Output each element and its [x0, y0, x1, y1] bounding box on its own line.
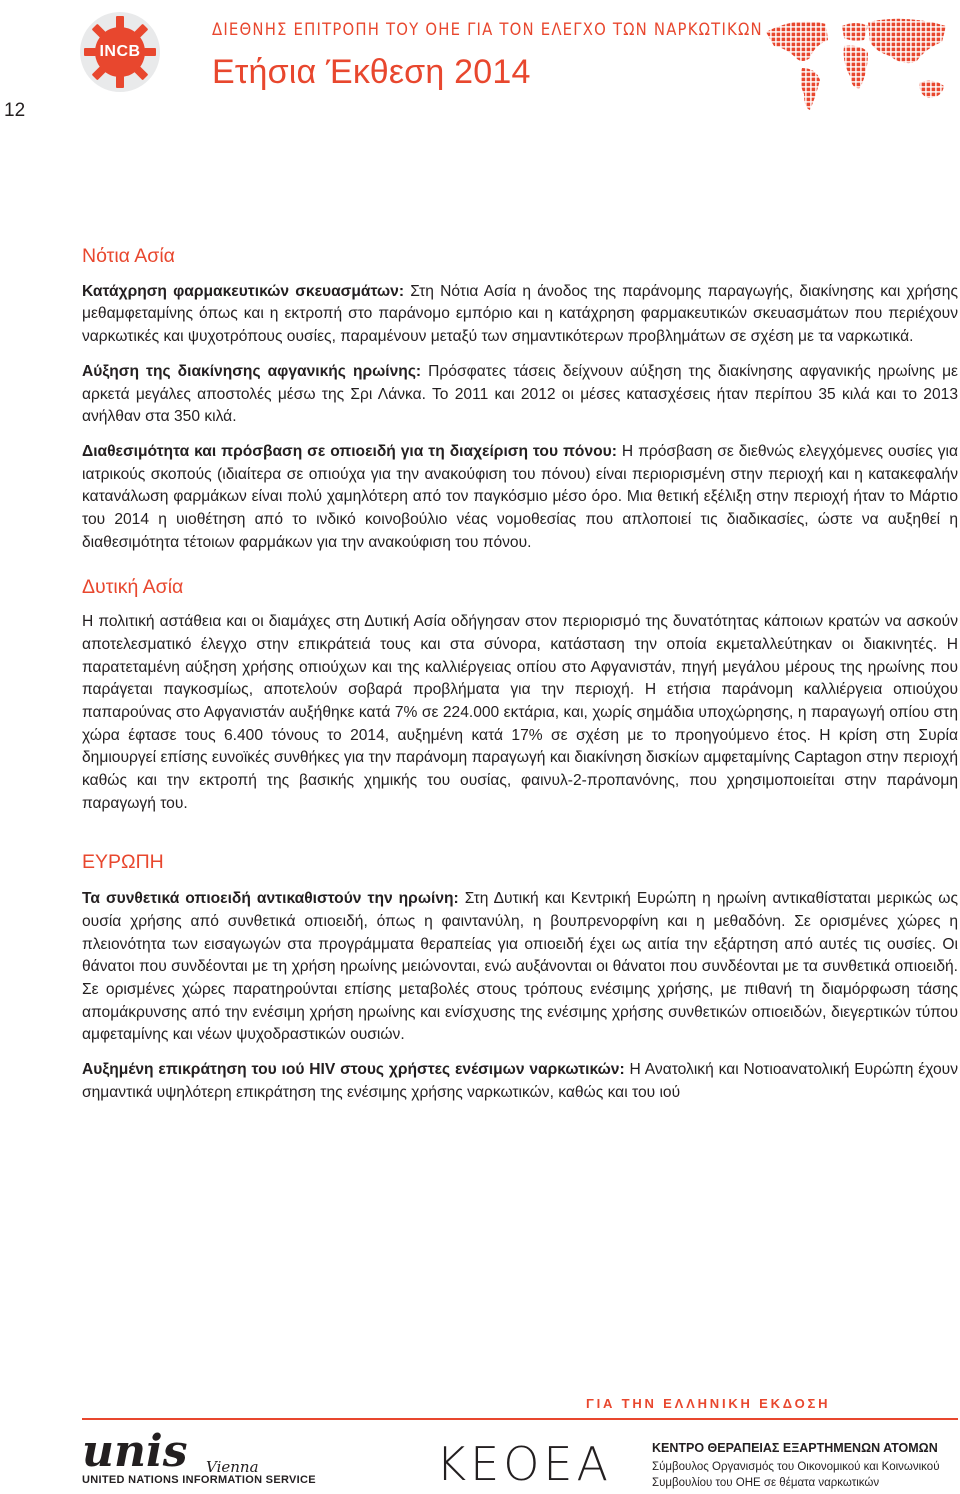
unis-logo — [82, 1428, 262, 1474]
paragraph-lead: Αύξηση της διακίνησης αφγανικής ηρωίνης: — [82, 362, 422, 380]
paragraph-text: Η πρόσβαση σε διεθνώς ελεγχόμενες ουσίες για ιατρικούς σκοπούς (ιδιαίτερα σε οπιούχα για την ανακούφιση του πόνου) είναι περιορισμένη στην περιοχή και η κατακεφαλήν κατανάλωση φαρμάκων είναι πολύ χαμηλότερη από τον παγκόσμιο μέσο όρο. Μια θετική εξέλιξη στην περιοχή ήταν το Μάρτιο του 2014 η υιοθέτηση από το ινδικό κοινοβούλιο νέας νομοθεσίας που απλοποιεί τις διαδικασίες, ώστε να αυξηθεί η διαθεσιμότητα τέτοιων φαρμάκων για την ανακούφιση του πόνου. — [82, 442, 958, 551]
unis-logo-subtext: Vienna — [206, 1458, 259, 1474]
page-title: Ετήσια Έκθεση 2014 — [212, 53, 531, 91]
paragraph — [82, 361, 958, 429]
section-heading: Νότια Ασία — [82, 245, 175, 267]
paragraph-text: Πρόσφατες τάσεις δείχνουν αύξηση της διακίνησης αφγανικής ηρωίνης με αρκετά μεγάλες αποστολές μέσω της Σρι Λάνκα. Το 2011 και 2012 οι μέσες κατασχέσεις ήταν περίπου 35 κιλά και το 2013 ανήλθαν στα 350 κιλά. — [82, 362, 959, 426]
paragraph-text: Στη Δυτική και Κεντρική Ευρώπη η ηρωίνη αντικαθίσταται μερικώς ως ουσία χρήσης από συνθετικά οπιοειδή, όπως η φαιντανύλη, η βουπρενορφίνη και η μεθαδόνη. Σε ορισμένες χώρες η πλειονότητα των εισαγωγών στα προγράμματα θεραπείας για οπιοειδή έχει ως αιτία την εξάρτηση από αυτές τις ουσίες. Οι θάνατοι που συνδέονται με τη χρήση ηρωίνης μειώνονται, ενώ αυξάνονται οι θάνατοι που συνδέονται με τα συνθετικά οπιοειδή. Σε ορισμένες χώρες παρατηρούνται επίσης μεταβολές στους τρόπους ενέσιμης χρήσης, με πιθανή τη διαμόρφωση τάσης απομάκρυνσης από την ενέσιμη χρήση ηρωίνης και ενίσχυσης της ενέσιμης χρήσης συνθετικών οπιοειδών, διεγερτικών τύπου αμφεταμίνης και νέων ψυχοδραστικών ουσιών. — [82, 890, 958, 1044]
footer-banner: ΓΙΑ ΤΗΝ ΕΛΛΗΝΙΚΗ ΕΚΔΟΣΗ — [586, 1396, 831, 1411]
paragraph-lead: Διαθεσιμότητα και πρόσβαση σε οπιοειδή για τη διαχείριση του πόνου: — [82, 442, 617, 460]
header-organization: ΔΙΕΘΝΗΣ ΕΠΙΤΡΟΠΗ ΤΟΥ ΟΗΕ ΓΙΑ ΤΟΝ ΕΛΕΓΧΟ ΤΩΝ ΝΑΡΚΩΤΙΚΩΝ — [212, 20, 763, 39]
article-body — [82, 245, 958, 1105]
unis-caption: UNITED NATIONS INFORMATION SERVICE — [82, 1474, 316, 1486]
paragraph — [82, 441, 958, 555]
section-heading: Δυτική Ασία — [82, 576, 184, 599]
section-heading: ΕΥΡΩΠΗ — [82, 851, 164, 874]
footer-org-name: ΚΕΝΤΡΟ ΘΕΡΑΠΕΙΑΣ ΕΞΑΡΤΗΜΕΝΩΝ ΑΤΟΜΩΝ — [652, 1441, 938, 1455]
paragraph-text: Η Ανατολική και Νοτιοανατολική Ευρώπη έχουν σημαντικά υψηλότερη επικράτηση της ενέσιμης χρήσης ναρκωτικών, καθώς και του ιού — [82, 1061, 958, 1101]
paragraph — [82, 1059, 958, 1104]
world-map-icon — [756, 12, 956, 120]
paragraph — [82, 611, 958, 815]
incb-logo — [80, 12, 160, 92]
keoea-logo — [436, 1436, 636, 1488]
paragraph — [82, 888, 958, 1047]
paragraph — [82, 281, 958, 349]
footer-divider — [82, 1418, 958, 1420]
keoea-logo-text: ΚΕΟΕΑ — [436, 1437, 612, 1488]
paragraph-lead: Κατάχρηση φαρμακευτικών σκευασμάτων: — [82, 282, 405, 300]
paragraph-text: Στη Νότια Ασία η άνοδος της παράνομης παραγωγής, διακίνησης και χρήσης μεθαμφεταμίνης όπως και η εκτροπή στο παράνομο εμπόριο και η κατάχρηση φαρμακευτικών σκευασμάτων που περιέχουν ναρκωτικές και ψυχοτρόπους ουσίες, παραμένουν μεταξύ των σημαντικότερων προβλημάτων σε σχέση με τα ναρκωτικά. — [82, 282, 958, 346]
paragraph-text: Η πολιτική αστάθεια και οι διαμάχες στη Δυτική Ασία οδήγησαν στον περιορισμό της δυνατότητας κάποιων κρατών να ασκούν αποτελεσματικό έλεγχο στην επικράτειά τους και στα σύνορα, κατάσταση την οποία εκμεταλλεύτηκαν οι διακινητές. Η παρατεταμένη αύξηση χρήσης οπιούχων και της καλλιέργειας οπίου στο Αφγανιστάν, πηγή μεγάλου μέρους της ηρωίνης που παράγεται παγκοσμίως, αποτελούν σοβαρά προβλήματα για την περιοχή. Η ετήσια παράνομη καλλιέργεια οπιούχου παπαρούνας στο Αφγανιστάν αυξήθηκε κατά 7% σε 224.000 εκτάρια, και, χωρίς σημάδια υποχώρησης, η παραγωγή οπίου στη χώρα έφτασε τους 6.400 τόνους το 2014, αυξημένη κατά 17% σε σχέση με το προηγούμενο έτος. Η κρίση στη Συρία δημιουργεί επίσης ευνοϊκές συνθήκες για την παράνομη παραγωγή και διακίνηση δισκίων αμφεταμίνης Captagon στην περιοχή καθώς και την εκτροπή της βασικής χημικής του ουσίας, φαινυλ-2-προπανόνης, που χρησιμοποιείται στην παράνομη παραγωγή του. — [82, 613, 958, 812]
footer-org-line: Συμβουλίου του ΟΗΕ σε θέματα ναρκωτικών — [652, 1477, 880, 1489]
page-number: 12 — [4, 100, 26, 121]
logo-text: INCB — [99, 43, 141, 60]
paragraph-lead: Αυξημένη επικράτηση του ιού HIV στους χρήστες ενέσιμων ναρκωτικών: — [82, 1061, 625, 1079]
footer-org-line: Σύμβουλος Οργανισμός του Οικονομικού και Κοινωνικού — [652, 1461, 940, 1473]
paragraph-lead: Τα συνθετικά οπιοειδή αντικαθιστούν την ηρωίνη: — [82, 890, 459, 908]
unis-logo-text: unis — [82, 1428, 188, 1474]
